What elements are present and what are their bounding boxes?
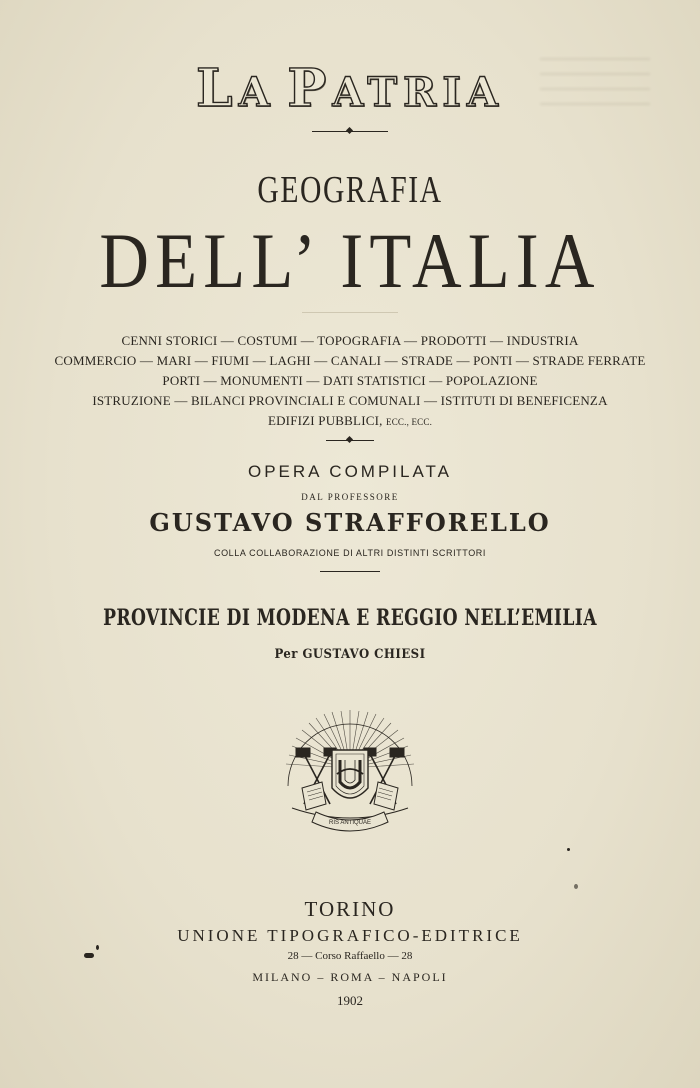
- series-title-part: ATRIA: [332, 69, 504, 116]
- emblem-icon: [282, 708, 418, 838]
- topics-line: COMMERCIO — MARI — FIUMI — LAGHI — CANALI — STRADE — PONTI — STRADE FERRATE: [54, 353, 646, 368]
- title-line-1: GEOGRAFIA: [257, 169, 443, 211]
- emblem-motto: RIS ANTIQUAE: [328, 820, 372, 826]
- publisher-name: UNIONE TIPOGRAFICO-EDITRICE: [177, 926, 523, 945]
- topics-line: ISTRUZIONE — BILANCI PROVINCIALI E COMUNALI — ISTITUTI DI BENEFICENZA: [92, 393, 608, 408]
- volume-author: Per GUSTAVO CHIESI: [274, 647, 426, 662]
- topics-line: PORTI — MONUMENTI — DATI STATISTICI — POPOLAZIONE: [162, 373, 538, 388]
- publisher-address: 28 — Corso Raffaello — 28: [287, 950, 413, 962]
- ornament-rule: [312, 131, 388, 132]
- opera-label: OPERA COMPILATA: [247, 462, 453, 481]
- ornament-rule: [326, 440, 374, 441]
- topics-text: EDIFIZI PUBBLICI,: [267, 413, 387, 428]
- series-title-initial: P: [287, 58, 333, 119]
- title-line-2: DELL’ ITALIA: [99, 217, 601, 304]
- faint-rule: [302, 312, 398, 313]
- paper-speck: [567, 848, 570, 851]
- topics-line: CENNI STORICI — COSTUMI — TOPOGRAFIA — PRODOTTI — INDUSTRIA: [121, 333, 579, 348]
- publisher-cities: MILANO – ROMA – NAPOLI: [252, 970, 448, 984]
- topics-line: [0, 411, 700, 432]
- topics-etc: ECC., ECC.: [386, 417, 433, 427]
- collaboration-note: COLLA COLLABORAZIONE DI ALTRI DISTINTI SCRITTORI: [213, 548, 486, 558]
- series-title: [0, 58, 700, 119]
- paper-speck: [574, 884, 578, 889]
- author-name: GUSTAVO STRAFFORELLO: [149, 508, 551, 537]
- volume-title: PROVINCIE DI MODENA E REGGIO NELL’EMILIA: [103, 605, 597, 631]
- place-of-publication: TORINO: [304, 897, 396, 921]
- publisher-emblem: [282, 708, 418, 838]
- divider-rule: [320, 571, 380, 572]
- dal-professore-label: DAL PROFESSORE: [301, 492, 399, 502]
- series-title-part: A: [238, 69, 276, 116]
- publication-year: 1902: [337, 993, 363, 1008]
- series-title-initial: L: [196, 58, 239, 119]
